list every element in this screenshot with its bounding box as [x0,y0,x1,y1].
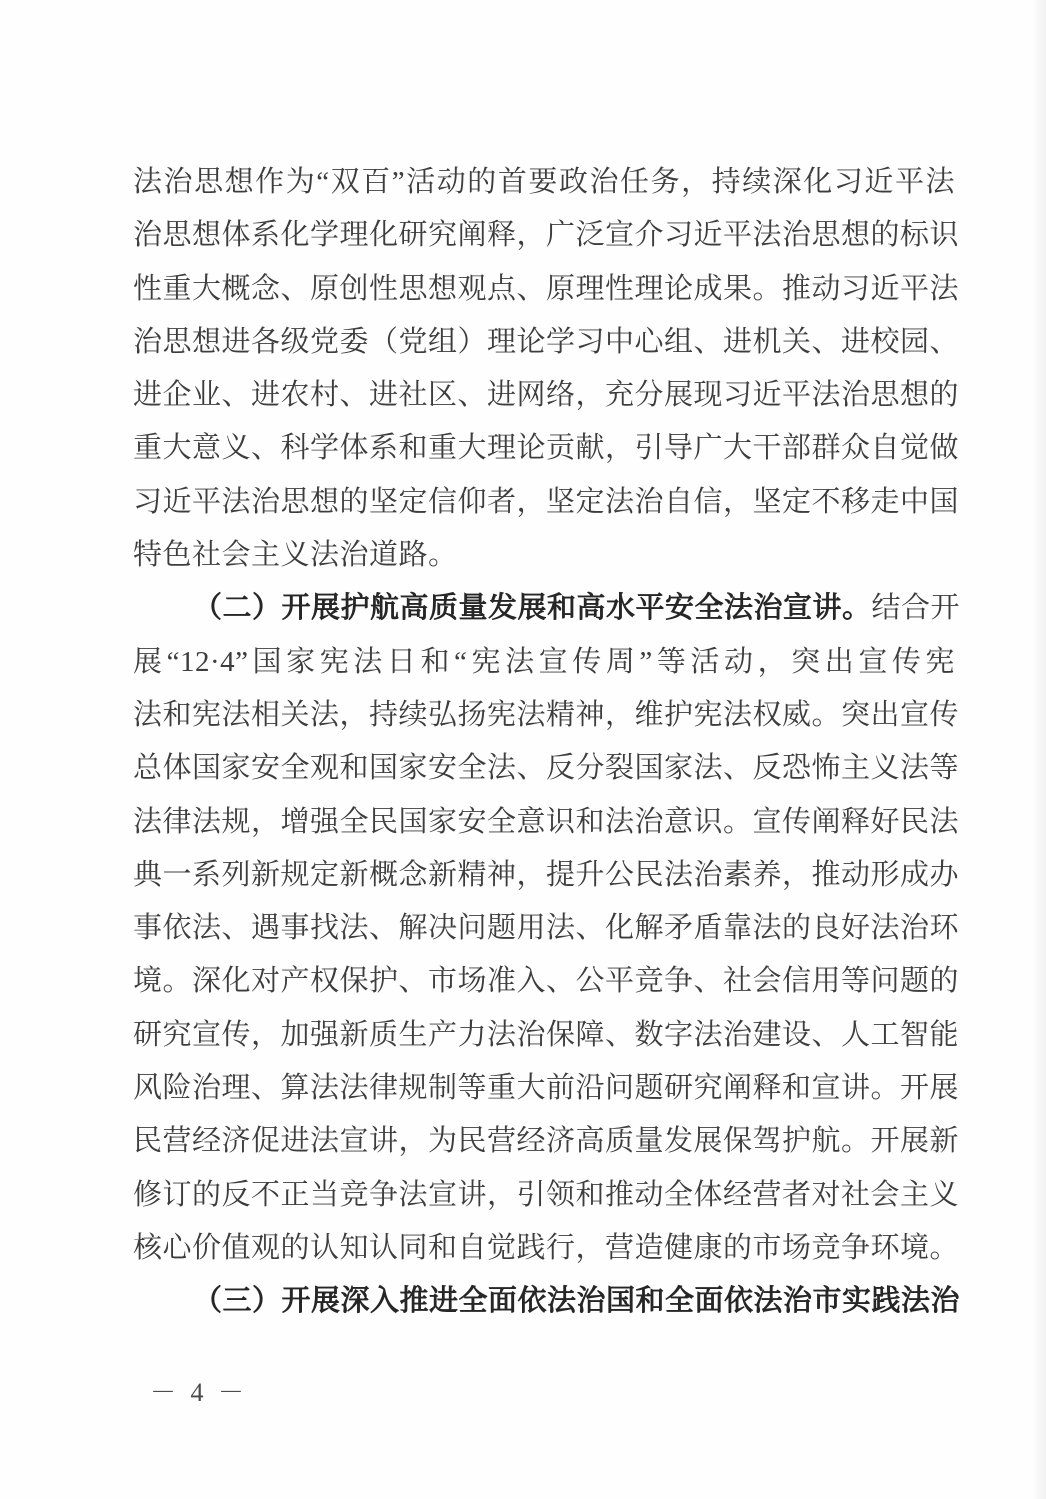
text-line: 风险治理、算法法律规制等重大前沿问题研究阐释和宣讲。开展 [133,1072,960,1105]
text-line: 治思想进各级党委（党组）理论学习中心组、进机关、进校园、 [133,325,960,358]
text-line: 核心价值观的认知认同和自觉践行，营造健康的市场竞争环境。 [133,1231,960,1264]
text-line: 展“12·4”国家宪法日和“宪法宣传周”等活动，突出宣传宪 [133,645,955,678]
text-line: 法治思想作为“双百”活动的首要政治任务，持续深化习近平法 [133,166,955,198]
text-line: 治思想体系化学理化研究阐释，广泛宣介习近平法治思想的标识 [133,219,960,252]
document-body [133,156,961,1329]
text-line: 法和宪法相关法，持续弘扬宪法精神，维护宪法权威。突出宣传 [133,698,960,731]
section-heading-line-3: （三）开展深入推进全面依法治国和全面依法治市实践法治 [193,1285,961,1318]
paragraph-end-line: 特色社会主义法治道路。 [133,539,458,572]
text-line: 性重大概念、原创性思想观点、原理性理论成果。推动习近平法 [133,272,960,305]
text-line: 重大意义、科学体系和重大理论贡献，引导广大干部群众自觉做 [133,432,960,465]
text-line: 进企业、进农村、进社区、进网络，充分展现习近平法治思想的 [133,379,960,412]
text-line: 习近平法治思想的坚定信仰者，坚定法治自信，坚定不移走中国 [133,485,960,518]
text-line: 修订的反不正当竞争法宣讲，引领和推动全体经营者对社会主义 [133,1178,960,1211]
text-line: 境。深化对产权保护、市场准入、公平竞争、社会信用等问题的 [133,965,960,998]
text-line: 民营经济促进法宣讲，为民营经济高质量发展保驾护航。开展新 [133,1125,960,1158]
text-line: 事依法、遇事找法、解决问题用法、化解矛盾靠法的良好法治环 [133,912,960,945]
text-segment: 结合开 [871,592,961,625]
text-line: 典一系列新规定新概念新精神，提升公民法治素养，推动形成办 [133,858,960,891]
text-line: 总体国家安全观和国家安全法、反分裂国家法、反恐怖主义法等 [133,752,960,785]
section-heading-text: （二）开展护航高质量发展和高水平安全法治宣讲。 [193,592,872,625]
section-heading-line-2 [133,582,961,635]
text-line: 法律法规，增强全民国家安全意识和法治意识。宣传阐释好民法 [133,805,960,838]
text-line: 研究宣传，加强新质生产力法治保障、数字法治建设、人工智能 [133,1018,960,1051]
page-number: － 4 － [150,1378,249,1407]
